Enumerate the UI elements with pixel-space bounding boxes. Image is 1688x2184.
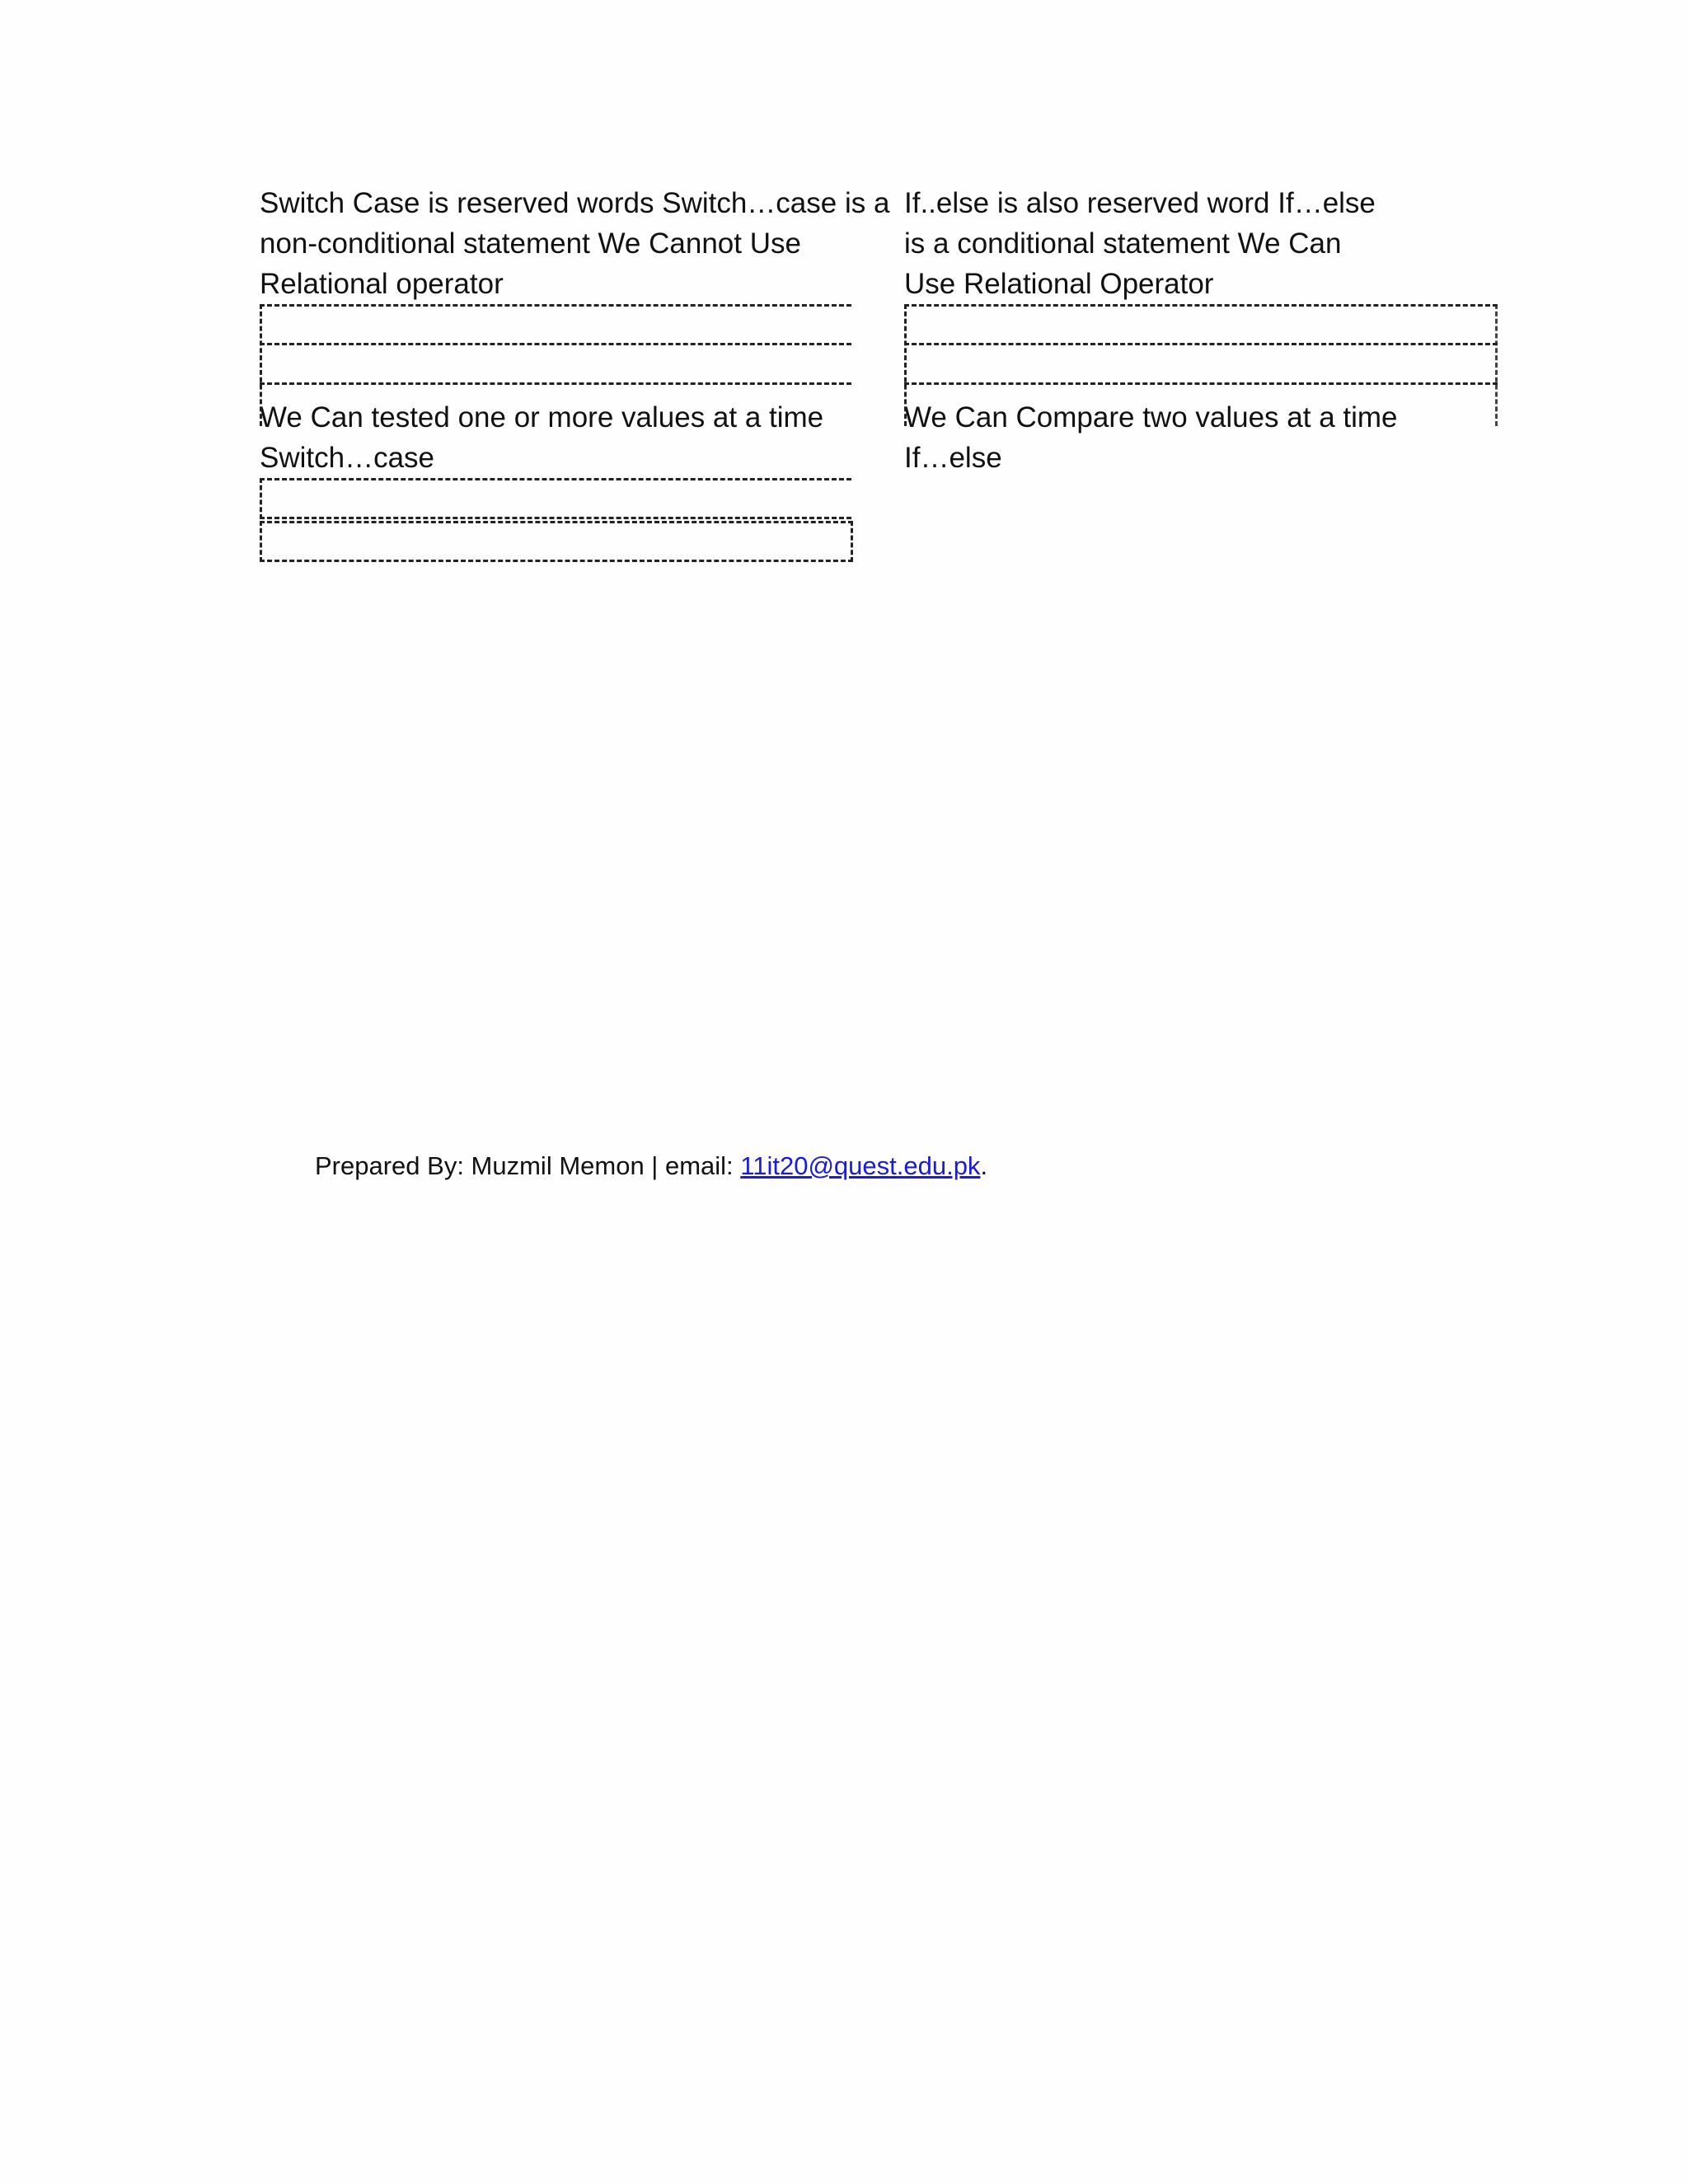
dashed-line [260,382,851,385]
email-link[interactable]: 11it20@quest.edu.pk [740,1151,981,1180]
footer-suffix: . [980,1151,988,1180]
switch-case-description [260,183,890,304]
dashed-line [260,304,851,307]
prepared-by-footer [315,1148,987,1184]
dashed-placeholder-block [260,478,853,569]
dashed-line [260,343,851,345]
text-line: non-conditional statement We Cannot Use [260,227,801,260]
text-line: We Can Compare two values at a time [904,401,1398,434]
dashed-line [904,343,1498,345]
switch-case-column [260,183,890,569]
dashed-box [260,521,853,562]
text-line: is a conditional statement We Can [904,227,1342,260]
text-line: Switch Case is reserved words Switch…case is a [260,187,890,219]
if-else-column [904,183,1498,478]
text-line: We Can tested one or more values at a time [260,401,824,434]
dashed-line [904,304,1498,307]
dashed-placeholder-block [904,304,1498,426]
dashed-line [904,382,1498,385]
text-line: Relational operator [260,268,504,300]
dashed-box [260,478,851,519]
text-line: If..else is also reserved word If…else [904,187,1376,219]
text-line: If…else [904,442,1002,474]
footer-prefix: Prepared By: Muzmil Memon | email: [315,1151,741,1180]
if-else-description [904,183,1498,304]
text-line: Use Relational Operator [904,268,1214,300]
text-line: Switch…case [260,442,435,474]
dashed-placeholder-block [260,304,851,426]
